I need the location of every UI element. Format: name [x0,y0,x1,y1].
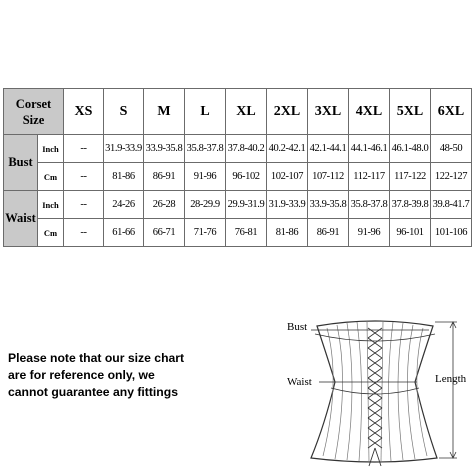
bust-cm-2xl: 102-107 [267,163,308,191]
waist-cm-2xl: 81-86 [267,219,308,247]
bust-cm-xl: 96-102 [226,163,267,191]
waist-cm-5xl: 96-101 [390,219,431,247]
waist-inch-l: 28-29.9 [185,191,226,219]
waist-cm-s: 61-66 [104,219,144,247]
bust-inch-3xl: 42.1-44.1 [308,135,349,163]
waist-inch-s: 24-26 [104,191,144,219]
unit-label-cm: Cm [38,219,64,247]
bust-label: Bust [287,321,308,333]
waist-inch-4xl: 35.8-37.8 [349,191,390,219]
size-header-2xl: 2XL [267,89,308,135]
waist-cm-xs: -- [64,219,104,247]
bust-inch-xl: 37.8-40.2 [226,135,267,163]
note-line-1: Please note that our size chart [8,351,185,365]
size-header-4xl: 4XL [349,89,390,135]
note-line-3: cannot guarantee any fittings [8,385,178,399]
bust-cm-6xl: 122-127 [431,163,472,191]
note-line-2: are for reference only, we [8,368,155,382]
waist-cm-row [4,219,472,247]
size-header-xs: XS [64,89,104,135]
bust-inch-s: 31.9-33.9 [104,135,144,163]
unit-label-inch: Inch [38,135,64,163]
waist-group-label: Waist [4,191,38,247]
size-header-m: M [144,89,185,135]
length-label: Length [435,373,467,385]
waist-inch-xs: -- [64,191,104,219]
size-header-xl: XL [226,89,267,135]
waist-cm-l: 71-76 [185,219,226,247]
waist-inch-5xl: 37.8-39.8 [390,191,431,219]
waist-inch-3xl: 33.9-35.8 [308,191,349,219]
waist-cm-xl: 76-81 [226,219,267,247]
bust-cm-xs: -- [64,163,104,191]
corset-size-header [4,89,64,135]
bust-cm-row [4,163,472,191]
waist-label: Waist [287,376,312,388]
bust-inch-m: 33.9-35.8 [144,135,185,163]
bust-cm-4xl: 112-117 [349,163,390,191]
waist-inch-m: 26-28 [144,191,185,219]
bust-inch-xs: -- [64,135,104,163]
size-header-5xl: 5XL [390,89,431,135]
waist-inch-xl: 29.9-31.9 [226,191,267,219]
corset-measurement-diagram [275,312,471,468]
corset-label: Corset [15,96,52,111]
waist-cm-m: 66-71 [144,219,185,247]
size-header-6xl: 6XL [431,89,472,135]
unit-label-cm: Cm [38,163,64,191]
bust-group-label: Bust [4,135,38,191]
waist-cm-4xl: 91-96 [349,219,390,247]
size-header-row [4,89,472,135]
bust-inch-6xl: 48-50 [431,135,472,163]
bust-cm-m: 86-91 [144,163,185,191]
size-disclaimer-note [8,350,228,401]
waist-inch-2xl: 31.9-33.9 [267,191,308,219]
bust-inch-2xl: 40.2-42.1 [267,135,308,163]
size-chart-table [3,88,472,247]
bust-inch-l: 35.8-37.8 [185,135,226,163]
waist-inch-row [4,191,472,219]
bust-inch-row [4,135,472,163]
bust-cm-3xl: 107-112 [308,163,349,191]
bust-inch-5xl: 46.1-48.0 [390,135,431,163]
bust-cm-s: 81-86 [104,163,144,191]
size-header-l: L [185,89,226,135]
size-label: Size [22,112,45,127]
waist-cm-3xl: 86-91 [308,219,349,247]
bust-cm-5xl: 117-122 [390,163,431,191]
size-header-3xl: 3XL [308,89,349,135]
unit-label-inch: Inch [38,191,64,219]
waist-cm-6xl: 101-106 [431,219,472,247]
bust-inch-4xl: 44.1-46.1 [349,135,390,163]
bust-cm-l: 91-96 [185,163,226,191]
waist-inch-6xl: 39.8-41.7 [431,191,472,219]
size-header-s: S [104,89,144,135]
